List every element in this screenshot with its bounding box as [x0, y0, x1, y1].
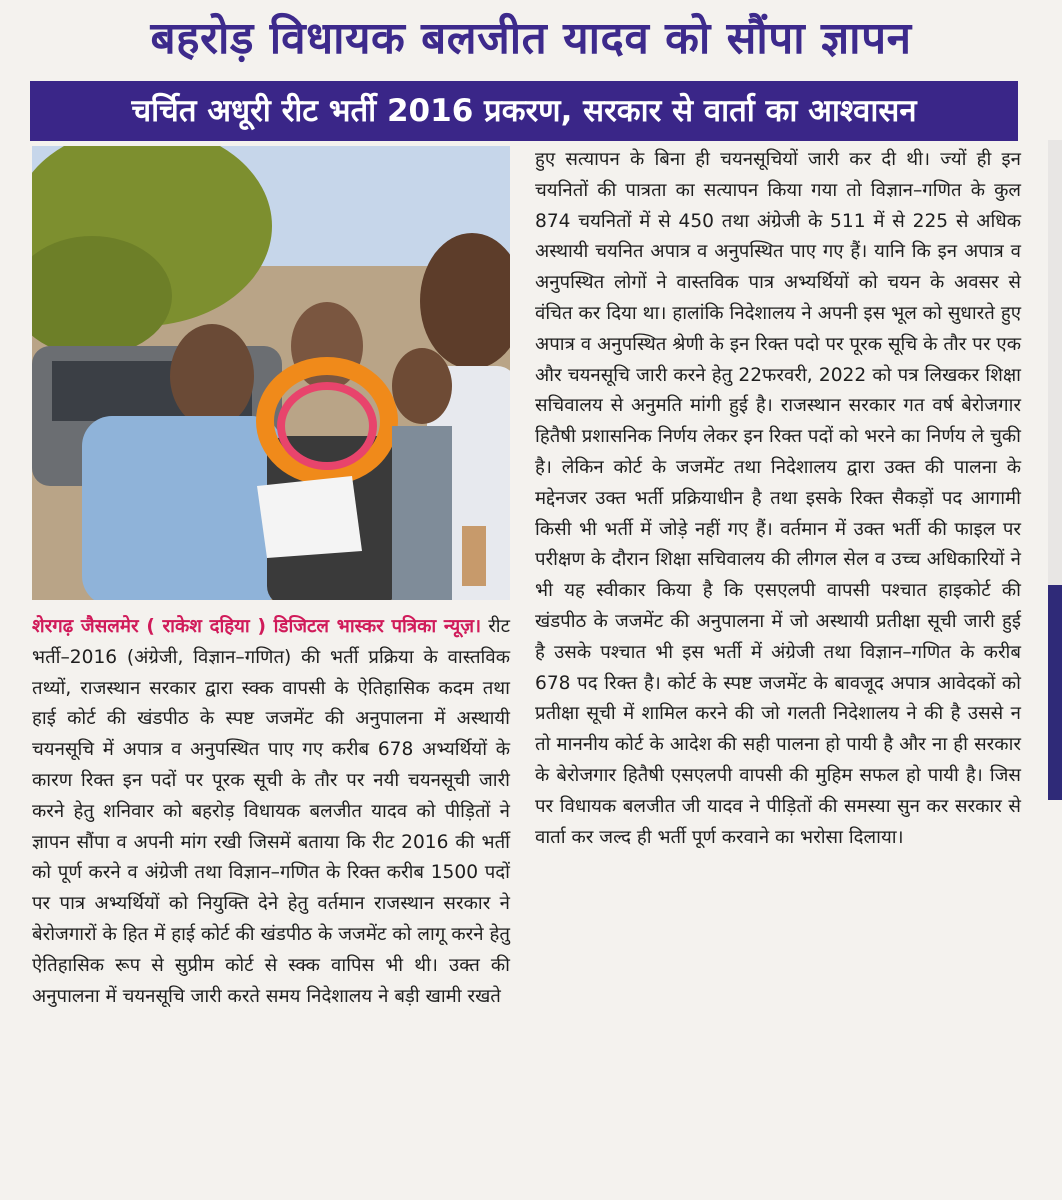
headline: बहरोड़ विधायक बलजीत यादव को सौंपा ज्ञापन — [150, 13, 912, 64]
page-edge-tab — [1048, 585, 1062, 800]
left-column — [32, 612, 510, 1012]
page-edge — [1048, 140, 1062, 585]
subheadline-bar: चर्चित अधूरी रीट भर्ती 2016 प्रकरण, सरकार से वार्ता का आश्वासन — [30, 81, 1018, 141]
byline: शेरगढ़ जैसलमेर ( राकेश दहिया ) डिजिटल भास्कर पत्रिका न्यूज़। — [32, 616, 482, 637]
news-photo — [32, 146, 510, 600]
right-column — [535, 145, 1021, 853]
photo-illustration — [32, 146, 510, 600]
left-column-text: रीट भर्ती–2016 (अंग्रेजी, विज्ञान–गणित) की भर्ती प्रक्रिया के वास्तविक तथ्यों, राजस्थान सरकार द्वारा स्क्क वापसी के ऐतिहासिक कदम तथा हाई कोर्ट की खंडपीठ के स्पष्ट जजमेंट की अनुपालना में अस्थायी चयनसूचि में अपात्र व अनुपस्थित पाए गए करीब 678 अभ्यर्थियों के कारण रिक्त इन पदों पर पूरक सूची के तौर पर नयी चयनसूची जारी करने हेतु शनिवार को बहरोड़ विधायक बलजीत यादव को पीड़ितों ने ज्ञापन सौंपा व अपनी मांग रखी जिसमें बताया कि रीट 2016 की भर्ती को पूर्ण करने व अंग्रेजी तथा विज्ञान–गणित के रिक्त करीब 1500 पदों पर पात्र अभ्यर्थियों को नियुक्ति देने हेतु वर्तमान राजस्थान सरकार ने बेरोजगारों के हित में हाई कोर्ट की खंडपीठ के जजमेंट को लागू करने हेतु ऐतिहासिक रूप से सुप्रीम कोर्ट से स्क्क वापिस भी थी। उक्त की अनुपालना में चयनसूचि जारी करते समय निदेशालय ने बड़ी खामी रखते — [32, 616, 510, 1007]
right-column-text: हुए सत्यापन के बिना ही चयनसूचियों जारी कर दी थी। ज्यों ही इन चयनितों की पात्रता का सत्यापन किया गया तो विज्ञान–गणित के कुल 874 चयनितों में से 450 तथा अंग्रेजी के 511 में से 225 से अधिक अस्थायी चयनित अपात्र व अनुपस्थित पाए गए हैं। यानि कि इन अपात्र व अनुपस्थित लोगों ने वास्तविक पात्र अभ्यर्थियों को चयन के अवसर से वंचित कर दिया था। हालांकि निदेशालय ने अपनी इस भूल को सुधारते हुए अपात्र व अनुपस्थित श्रेणी के इन रिक्त पदो पर पूरक सूचि के तौर पर एक और चयनसूचि जारी करने हेतु 22फरवरी, 2022 को पत्र लिखकर शिक्षा सचिवालय से अनुमति मांगी हुई है। राजस्थान सरकार गत वर्ष बेरोजगार हितैषी प्रशासनिक निर्णय लेकर इन रिक्त पदों को भरने का निर्णय ले चुकी है। लेकिन कोर्ट के जजमेंट तथा निदेशालय द्वारा उक्त की पालना के मद्देनजर उक्त भर्ती प्रक्रियाधीन है तथा इसके रिक्त सैकड़ों पद आगामी किसी भी भर्ती में जोड़े नहीं गए हैं। वर्तमान में उक्त भर्ती की फाइल पर परीक्षण के दौरान शिक्षा सचिवालय की लीगल सेल व उच्च अधिकारियों ने भी यह स्वीकार किया है कि एसएलपी वापसी पश्चात हाइकोर्ट की खंडपीठ के जजमेंट की अनुपालना में जो अस्थायी प्रतीक्षा सूची जारी हुई है उसके पश्चात भी इस भर्ती में अंग्रेजी तथा विज्ञान–गणित के करीब 678 पद रिक्त है। कोर्ट के स्पष्ट जजमेंट के बावजूद अपात्र आवेदकों को प्रतीक्षा सूची में शामिल करने की जो गलती निदेशालय ने की है उससे न तो माननीय कोर्ट के आदेश की सही पालना हो पायी है और ना ही सरकार के बेरोजगार हितैषी एसएलपी वापसी की मुहिम सफल हो पायी है। जिस पर विधायक बलजीत जी यादव ने पीड़ितों की समस्या सुन कर सरकार से वार्ता कर जल्द ही भर्ती पूर्ण करवाने का भरोसा दिलाया। — [535, 149, 1021, 848]
